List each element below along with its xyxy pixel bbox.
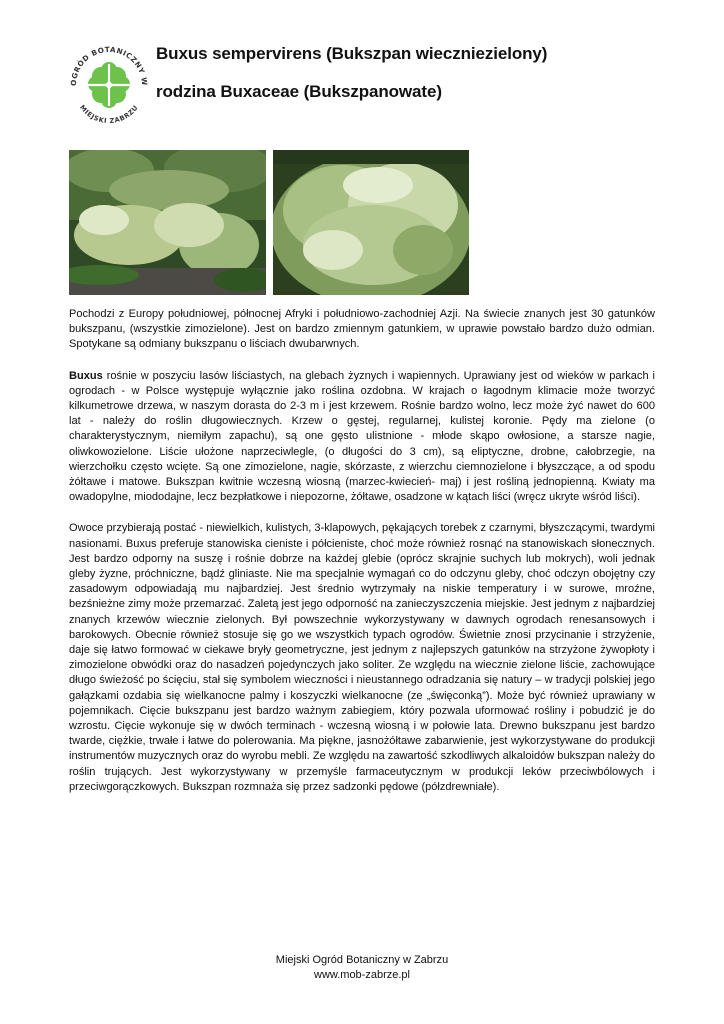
footer-organization: Miejski Ogród Botaniczny w Zabrzu	[275, 954, 449, 966]
paragraph-habitat	[69, 369, 655, 506]
photo-boxwood-garden	[69, 150, 266, 295]
garden-logo	[66, 42, 152, 128]
paragraph-habitat-text: rośnie w poszyciu lasów liściastych, na glebach żyznych i wapiennych. Uprawiany jest od wieków w parkach i ogrodach - w Polsce występuje wyłącznie jako roślina ozdobna. W krajach o łagodnym klimacie może tworzyć kilkumetrowe drzewa, w naszym dorasta do 2-3 m i jest krzewem. Rośnie bardzo wolno, lecz może żyć nawet do 600 lat - należy do roślin długowiecznych. Krzew o gęstej, regularnej, kulistej koronie. Pędy ma zielone (o charakterystycznym, niemiłym zapachu), są one gęsto ulistnione - młode skąpo owłosione, a starsze nagie, oliwkowozielone. Liście ułożone naprzeciwlegle, (o długości do 3 cm), są eliptyczne, drobne, całobrzegie, na wierzchołku często wcięte. Są one zimozielone, nagie, skórzaste, z wierzchu ciemnozielone i błyszczące, a od spodu żółtawe i matowe. Bukszpan kwitnie wczesną wiosną (marzec-kwiecień- maj) i jest rośliną jednopienną. Kwiaty ma owadopylne, miododajne, lecz bezpłatkowe i niepozorne, żółtawe, osadzone w kątach liści (wręcz ukryte wśród liści).	[69, 369, 655, 504]
paragraph-origin: Pochodzi z Europy południowej, północnej Afryki i południowo-zachodniej Azji. Na świecie znanych jest 30 gatunków bukszpanu, (wszystkie zimozielone). Jest on bardzo zmiennym gatunkiem, w uprawie powstało bardzo dużo odmian. Spotykane są odmiany bukszpanu o liściach dwubarwnych.	[69, 308, 655, 351]
article-body	[69, 307, 655, 811]
page-subtitle: rodzina Buxaceae (Bukszpanowate)	[156, 82, 442, 101]
photo-boxwood-closeup	[273, 150, 469, 295]
footer-website-link[interactable]: www.mob-zabrze.pl	[314, 969, 410, 981]
four-leaf-clover-icon	[66, 42, 152, 128]
genus-name: Buxus	[69, 369, 103, 382]
page-title: Buxus sempervirens (Bukszpan wieczniezielony)	[156, 44, 548, 63]
paragraph-fruit-cultivation: Owoce przybierają postać - niewielkich, kulistych, 3-klapowych, pękających torebek z czarnymi, błyszczącymi, twardymi nasionami. Buxus preferuje stanowiska cieniste i półcieniste, choć może również rosnąć na stanowiskach słonecznych. Jest bardzo odporny na suszę i rośnie dobrze na każdej glebie (oprócz skrajnie suchych lub mokrych), woli jednak gleby żyzne, próchniczne, bądź gliniaste. Nie ma specjalnie wymagań co do odczynu gleby, choć odczyn obojętny czy zasadowym odpowiadają mu najbardziej. Jest średnio wytrzymały na niskie temperatury i w surowe, mroźne, bezśnieżne zimy może przemarzać. Zaletą jest jego odporność na zanieczyszczenia miejskie. Jest jednym z najbardziej znanych krzewów wiecznie zielonych. Był powszechnie wykorzystywany w dawnych ogrodach renesansowych i barokowych. Obecnie również stosuje się go we wszystkich typach ogrodów. Świetnie znosi przycinanie i strzyżenie, daje się łatwo formować w ciekawe bryły geometryczne, jest jednym z najlepszych gatunków na strzyżone żywopłoty i zimozielone obwódki oraz do nasadzeń pojedynczych jako soliter. Ze względu na wiecznie zielone liście, zachowujące długo świeżość po ścięciu, stał się symbolem wieczności i nieustannego odradzania się natury – w tradycji polskiej jego gałązkami ozdabia się wielkanocne palmy i koszyczki wielkanocne (ze „święconką”). Może być również uprawiany w pojemnikach. Cięcie bukszpanu jest bardzo ważnym zabiegiem, który pozwala uformować rośliny i pobudzić je do wzrostu. Cięcie wykonuje się w dwóch terminach - wczesną wiosną i w połowie lata. Drewno bukszpanu jest bardzo twarde, ciężkie, trwałe i łatwe do polerowania. Ma piękne, jasnożółtawe zabarwienie, jest wykorzystywane do produkcji instrumentów muzycznych oraz do wyrobu mebli. Ze względu na zawartość szkodliwych alkaloidów bukszpan należy do roślin trujących. Jest wykorzystywany w przemyśle farmaceutycznym w produkcji leków przeciwbólowych i przeciwgorączkowych. Bukszpan rozmnaża się przez sadzonki pędowe (półzdrewniałe).	[69, 522, 655, 793]
logo-text-bottom: MIEJSKI ZABRZU	[78, 103, 140, 126]
logo-text-top: OGRÓD BOTANICZNY W	[68, 44, 150, 87]
page-footer	[0, 953, 724, 983]
